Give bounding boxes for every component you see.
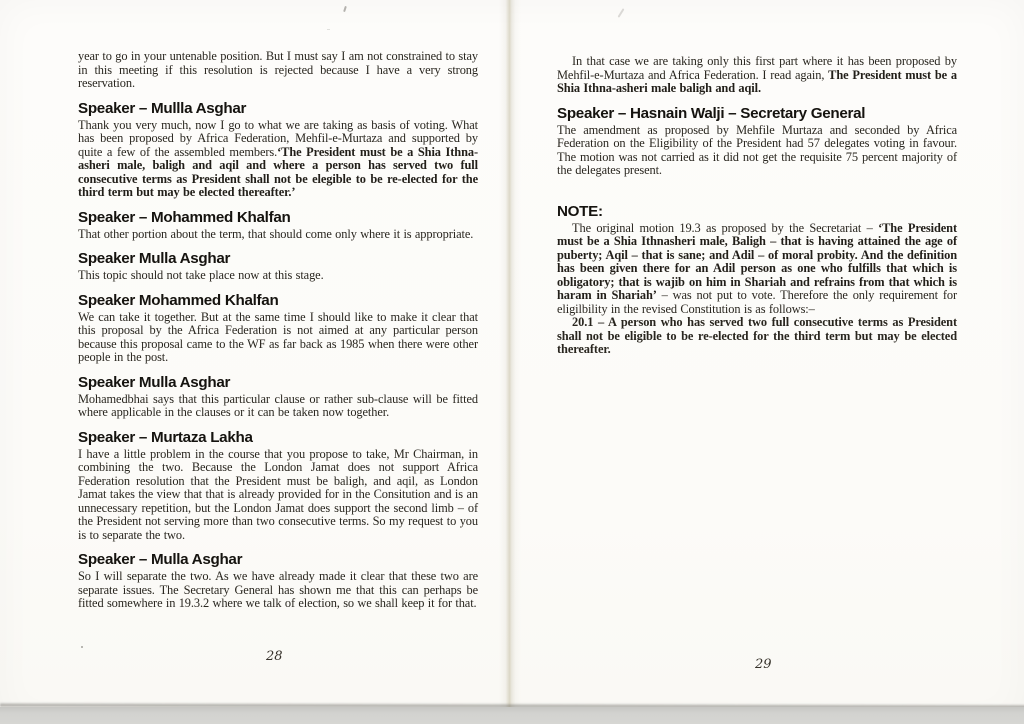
right-page (557, 55, 957, 357)
speaker-heading-mohammed-khalfan: Speaker Mohammed Khalfan (78, 291, 279, 309)
speaker-paragraph (78, 119, 478, 200)
paragraph-regular-run: The original motion 19.3 as proposed by the Secretariat – (572, 220, 879, 235)
dust-speck (327, 29, 330, 30)
page-number: 29 (755, 657, 772, 672)
paragraph-regular-run: – was not put to vote. Therefore the only requirement for eligilbility in the revised Constitution is as follows:– (557, 288, 957, 316)
speaker-heading-mulla-asghar: Speaker – Mulla Asghar (78, 551, 243, 568)
book-spine-gutter (499, 0, 521, 724)
opening-paragraph (557, 55, 957, 96)
note-paragraph (557, 222, 957, 317)
speaker-paragraph: We can take it together. But at the same time I should like to make it clear that this proposal by the Africa Federation is not aimed at any particular person because this proposal came to the WF as far back as 1985 when there were other people in the post. (78, 309, 478, 364)
speaker-paragraph: That other portion about the term, that should come only where it is appropriate. (78, 226, 474, 241)
speaker-heading-mohammed-khalfan: Speaker – Mohammed Khalfan (78, 208, 291, 226)
continuation-paragraph: year to go in your untenable position. But I must say I am not constrained to stay in this meeting if this resolution is rejected because I have a very strong reservation. (78, 49, 478, 90)
speaker-paragraph: The amendment as proposed by Mehfile Murtaza and seconded by Africa Federation on the Eligibility of the President had 57 delegates voting in favour. The motion was not carried as it did not get the requisite 75 percent majority of the delegates present. (557, 122, 957, 177)
speaker-heading-hasnain-walji: Speaker – Hasnain Walji – Secretary General (557, 104, 866, 122)
page-number: 28 (266, 649, 283, 664)
speaker-paragraph: I have a little problem in the course that you propose to take, Mr Chairman, in combining the two. Because the London Jamat does not support Africa Federation resolution that the President must be baligh, and aqil, as London Jamat takes the view that that is already provided for in the Consitution and is an unnecessary repetition, but the London Jamat does support the second limb – of the President not serving more than two consecutive terms. So my request to you is to separate the two. (78, 446, 478, 542)
speaker-paragraph: This topic should not take place now at this stage. (78, 268, 324, 282)
speaker-heading-murtaza-lakha: Speaker – Murtaza Lakha (78, 428, 253, 446)
paragraph-regular-run: Thank you very much, now I go to what we are taking as basis of voting. What has been proposed by Africa Federation, Mehfil-e-Murtaza and supported by quite a few of the assembled members. (78, 117, 478, 159)
paragraph-bold-run: ‘The President must be a Shia Ithnasheri male, Baligh – that is having attained the age of puberty; Aqil – that is sane; and Adil – of moral probity. And the definition has been given there for an Adil person as one who fulfills that which is obligatory; that is wajib on him in Shariah and refrains from that which is haram in Shariah’ (557, 220, 957, 302)
dust-speck (81, 646, 83, 648)
dust-speck (618, 8, 625, 18)
paragraph-bold-run: The President must be a Shia Ithna-asheri male baligh and aqil. (557, 67, 958, 95)
speaker-heading-mulla-asghar: Speaker Mulla Asghar (78, 250, 231, 267)
note-clause-paragraph: 20.1 – A person who has served two full consecutive terms as President shall not be eligible to be re-elected for the third term but may be elected thereafter. (557, 315, 957, 356)
scanner-bed-strip (0, 707, 1024, 724)
speaker-paragraph: So I will separate the two. As we have already made it clear that these two are separate issues. The Secretary General has shown me that this can perhaps be fitted somewhere in 19.3.2 where we talk of election, so we shall keep it for that. (78, 569, 478, 610)
paragraph-regular-run: In that case we are taking only this first part where it has been proposed by Mehfil-e-Murtaza and Africa Federation. I read again, (557, 54, 957, 82)
speaker-heading-mulla-asghar: Speaker Mulla Asghar (78, 373, 231, 391)
speaker-heading-mullla-asghar: Speaker – Mullla Asghar (78, 99, 247, 117)
left-page (78, 50, 478, 611)
speaker-paragraph: Mohamedbhai says that this particular clause or rather sub-clause will be fitted where applicable in the clauses or it can be taken now together. (78, 391, 478, 419)
dust-speck (343, 6, 347, 12)
note-heading: NOTE: (557, 202, 603, 220)
paragraph-bold-run: ‘The President must be a Shia Ithna-asheri male, baligh and aqil and where a person has served two full consecutive terms as President shall not be elegible to be re-elected for the third term but may be elected thereafter.’ (78, 144, 478, 199)
